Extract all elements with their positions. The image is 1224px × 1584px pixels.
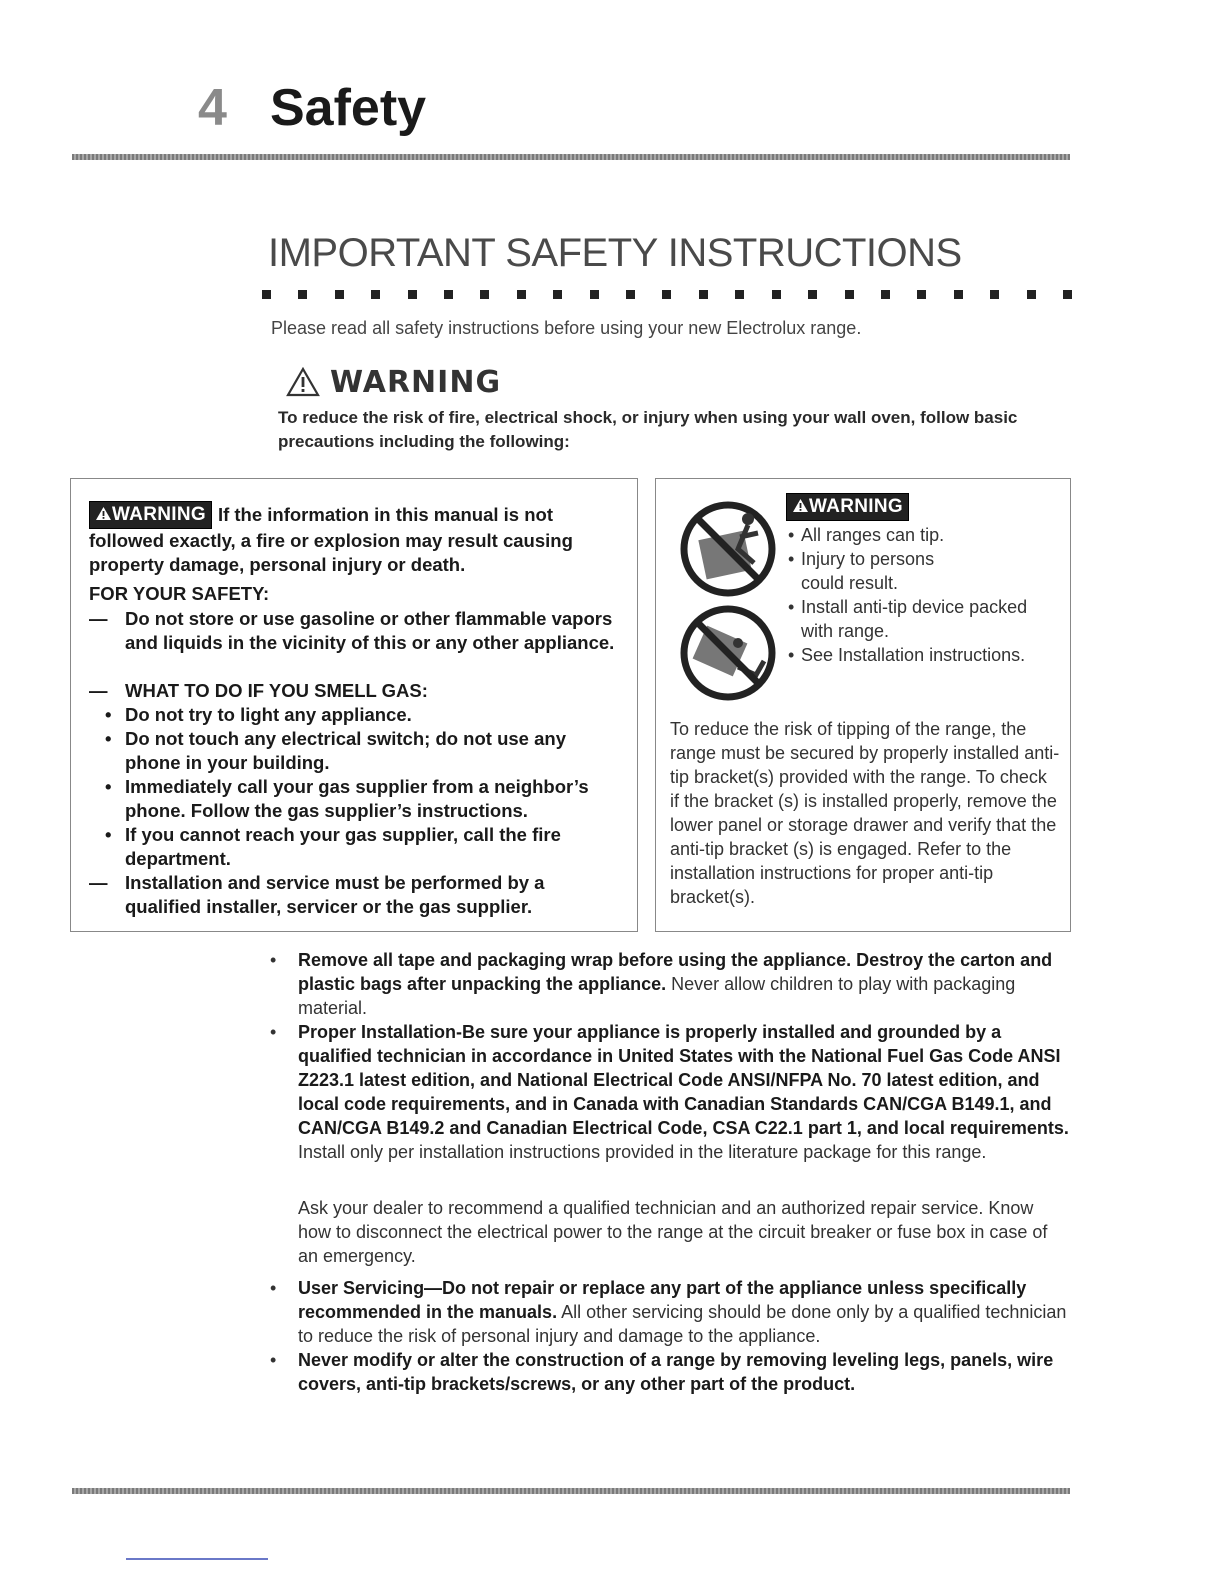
warning-badge: WARNING (786, 493, 909, 521)
divider-square (917, 290, 926, 299)
footer-rule (72, 1488, 1070, 1494)
footer-accent-line (126, 1558, 268, 1560)
gas-warning-lead (89, 501, 629, 577)
chapter-title: Safety (270, 79, 427, 137)
divider-square (881, 290, 890, 299)
warning-badge: WARNING (89, 501, 212, 529)
gas-warning-box (70, 478, 638, 932)
list-item: • Never modify or alter the construction of a range by removing leveling legs, panels, wire covers, anti-tip brackets/screws, or any other part of the product. (270, 1350, 1054, 1394)
divider-square (808, 290, 817, 299)
divider-square (772, 290, 781, 299)
divider-square (1027, 290, 1036, 299)
dealer-paragraph: Ask your dealer to recommend a qualified technician and an authorized repair service. Know how to disconnect the electrical power to the range at the circuit breaker or fuse box in case of an emergency. (298, 1198, 1048, 1266)
dot-divider (262, 290, 1072, 302)
tip-warning-box (655, 478, 1071, 932)
list-item: • Immediately call your gas supplier from a neighbor’s phone. Follow the gas supplier’s instructions. (105, 776, 589, 821)
tip-warning-paragraph: To reduce the risk of tipping of the range, the range must be secured by properly installed anti-tip bracket(s) provided with the range. To check if the bracket (s) is installed properly, remove the lower panel or storage drawer and verify that the anti-tip bracket (s) is engaged. Refer to the installation instructions for proper anti-tip bracket(s). (670, 719, 1060, 907)
divider-square (845, 290, 854, 299)
divider-square (444, 290, 453, 299)
list-item: • Do not touch any electrical switch; do not use any phone in your building. (105, 728, 566, 773)
divider-square (371, 290, 380, 299)
for-your-safety-label: FOR YOUR SAFETY: (89, 583, 270, 604)
divider-square (480, 290, 489, 299)
divider-square (735, 290, 744, 299)
intro-text: Please read all safety instructions before using your new Electrolux range. (271, 318, 862, 338)
divider-square (699, 290, 708, 299)
list-item: • Do not try to light any appliance. (105, 704, 412, 725)
list-item: • Proper Installation-Be sure your appliance is properly installed and grounded by a qualified technician in accordance in United States with the National Fuel Gas Code ANSI Z223.1 latest edition, and National Electrical Code ANSI/NFPA No. 70 latest edition, and local code requirements, and in Canada with Canadian Standards CAN/CGA B149.1, and CAN/CGA B149.2 and Canadian Electrical Code, CSA C22.1 part 1, and local requirements. Install only per installation instructions provided in the literature package for this range. (270, 1022, 1069, 1162)
list-item: — Do not store or use gasoline or other flammable vapors and liquids in the vicinity of this or any other appliance. (89, 608, 615, 653)
divider-square (990, 290, 999, 299)
list-item: — WHAT TO DO IF YOU SMELL GAS: (89, 680, 428, 701)
divider-square (626, 290, 635, 299)
list-item: • If you cannot reach your gas supplier, call the fire department. (105, 824, 561, 869)
list-item: • All ranges can tip. (788, 525, 945, 545)
warning-heading (286, 364, 501, 400)
header-rule (72, 154, 1070, 160)
warning-triangle-icon (286, 367, 320, 397)
list-item: — Installation and service must be performed by a qualified installer, servicer or the gas supplier. (89, 872, 545, 917)
warning-triangle-icon (792, 498, 809, 513)
list-item: • Remove all tape and packaging wrap before using the appliance. Destroy the carton and plastic bags after unpacking the appliance. Never allow children to play with packaging material. (270, 950, 1053, 1018)
warning-triangle-icon (95, 506, 112, 521)
divider-square (553, 290, 562, 299)
list-item: • Injury to persons could result. (788, 549, 935, 593)
divider-square (1063, 290, 1072, 299)
gas-warning-lead-text: If the information in this manual is not followed exactly, a fire or explosion may result causing property damage, personal injury or death. (89, 504, 573, 575)
list-item: • See Installation instructions. (788, 645, 1026, 665)
warning-heading-label: WARNING (330, 364, 502, 400)
tip-over-hazard-icon (668, 493, 788, 713)
divider-square (517, 290, 526, 299)
list-item: • User Servicing—Do not repair or replace any part of the appliance unless specifically recommended in the manuals. All other servicing should be done only by a qualified technician to reduce the risk of personal injury and damage to the appliance. (270, 1278, 1067, 1346)
divider-square (590, 290, 599, 299)
divider-square (335, 290, 344, 299)
divider-square (954, 290, 963, 299)
chapter-number: 4 (198, 79, 227, 137)
important-safety-title: IMPORTANT SAFETY INSTRUCTIONS (268, 231, 962, 275)
warning-heading-text: To reduce the risk of fire, electrical shock, or injury when using your wall oven, follow basic precautions including the following: (278, 408, 1018, 451)
divider-square (262, 290, 271, 299)
list-item: • Install anti-tip device packed with range. (788, 597, 1028, 641)
divider-square (298, 290, 307, 299)
divider-square (408, 290, 417, 299)
divider-square (662, 290, 671, 299)
